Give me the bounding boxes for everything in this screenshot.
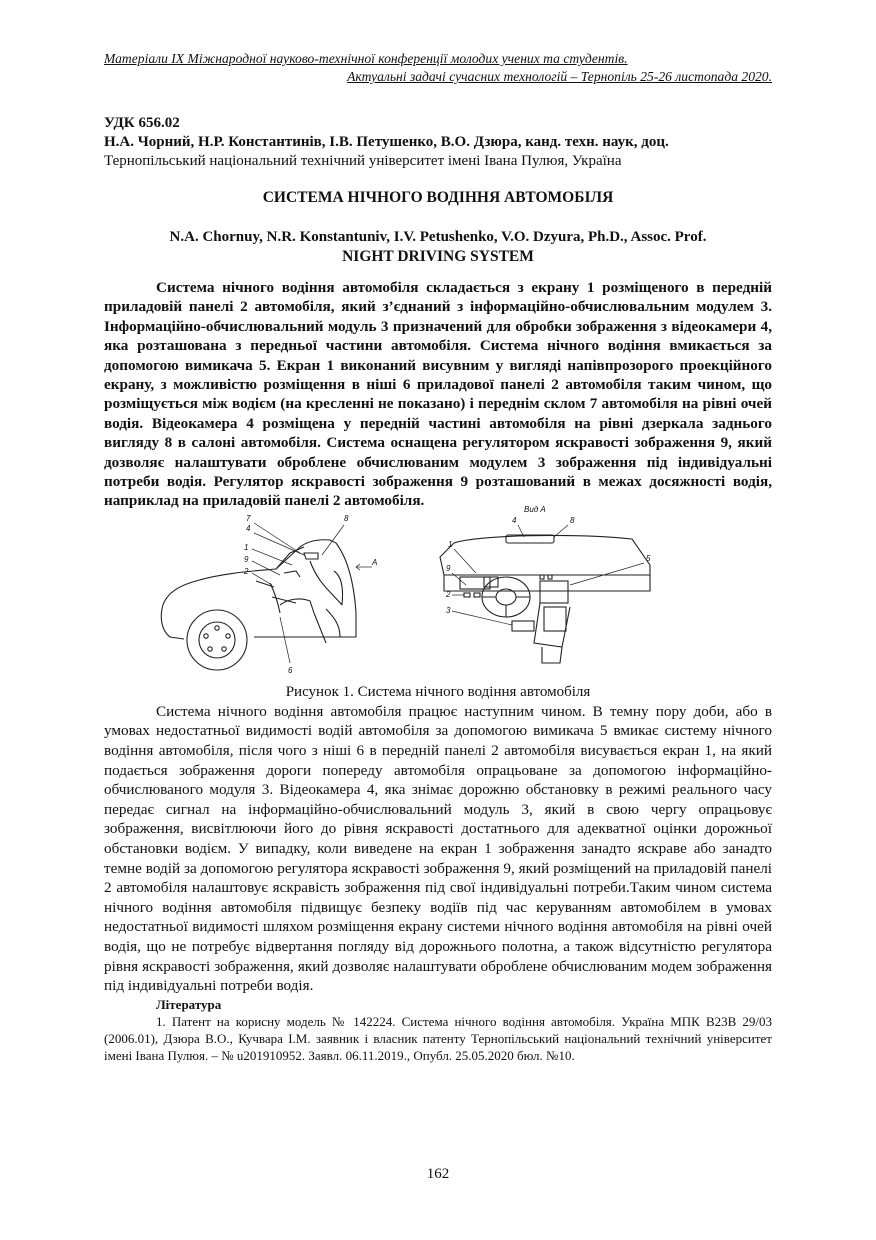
page-number: 162 <box>426 1166 450 1182</box>
figure-drawing <box>104 504 772 681</box>
title-ua: СИСТЕМА НІЧНОГО ВОДІННЯ АВТОМОБІЛЯ <box>262 189 614 206</box>
title-en: NIGHT DRIVING SYSTEM <box>342 248 534 265</box>
label-1: 1 <box>244 542 249 552</box>
dash-label-3: 3 <box>446 605 451 615</box>
authors-ua: Н.А. Чорний, Н.Р. Константинів, І.В. Петушенко, В.О. Дзюра, канд. техн. наук, доц. <box>104 134 669 150</box>
udk-code: УДК 656.02 <box>104 115 180 131</box>
abstract: Система нічного водіння автомобіля складається з екрану 1 розміщеного в передній приладовій панелі 2 автомобіля, який з’єднаний з інформаційно-обчислювальним модулем 3. Інформаційно-обчислювальний модуль 3 призначений для обробки зображення з відеокамери 4, яка розташована з передньої частини автомобіля. Система нічного водіння вмикається за допомогою вимикача 5. Екран 1 виконаний висувним у вигляді напівпрозорого проекційного екрану, з можливістю розміщення в ніші 6 приладової панелі 2 автомобіля таким чином, що розміщується між водієм (на кресленні не показано) і переднім склом 7 автомобіля на рівні очей водія. Відеокамера 4 розміщена у передній частині автомобіля на рівні дзеркала заднього вигляду 8 в салоні автомобіля. Система оснащена регулятором яскравості зображення 9, який дозволяє налаштувати оброблене обчислюваним модулем 3 зображення під індивідуальні потреби водія. Регулятор яскравості зображення 9 розташований в межах досяжності водія, наприклад на приладовій панелі 2 автомобіля. <box>104 279 772 510</box>
affiliation: Тернопільський національний технічний університет імені Івана Пулюя, Україна <box>104 153 622 169</box>
body-paragraph: Система нічного водіння автомобіля працює наступним чином. В темну пору доби, або в умовах недостатньої видимості водій автомобіля за допомогою вимикача 5 вмикає систему нічного водіння автомобіля, після чого з ніші 6 в передній панелі 2 автомобіля висувається екран 1, на який подається зображення дороги попереду автомобіля опрацьоване за допомогою інформаційно-обчислюваного модуля 3. Відеокамера 4, яка знімає дорожню обстановку в режимі реального часу передає сигнал на інформаційно-обчислювальний модуль 3, який в свою чергу опрацьовує зображення, висвітлюючи його до рівня яскравості достатнього для адекватної оцінки дорожньої обстановки водієм. У випадку, коли виведене на екран 1 зображення занадто яскраве або занадто темне водій за допомогою регулятора яскравості зображення 9, який розміщений на приладовій панелі 2 автомобіля налаштовує яскравість зображення під свої індивідуальні потреби.Таким чином система нічного водіння автомобіля підвищує безпеку водіїв під час керуванням автомобілем в умовах недостатньої видимості шляхом розміщення екрану системи нічного водіння автомобіля на рівні очей водія, що не потребує відвертання погляду від дорожнього полотна, а також відсутністю регулятора рівня яскравості зображення, який дозволяє налаштувати оброблене обчислюваним модем зображення під індивідуальні потреби водія. <box>104 702 772 995</box>
paper-page <box>104 50 772 1064</box>
dash-label-1: 1 <box>448 539 453 549</box>
dash-label-9: 9 <box>446 563 451 573</box>
label-4: 4 <box>246 523 251 533</box>
label-view-a: A <box>372 557 378 567</box>
label-8: 8 <box>344 513 349 523</box>
literature-heading: Література <box>156 996 222 1012</box>
label-2: 2 <box>244 566 249 576</box>
conference-header-line2: Актуальні задачі сучасних технологій – Тернопіль 25-26 листопада 2020. <box>347 69 772 84</box>
dashboard-labels <box>445 505 651 615</box>
authors-en: N.A. Chornuy, N.R. Konstantuniv, I.V. Petushenko, V.O. Dzyura, Ph.D., Assoc. Prof. <box>169 229 707 245</box>
label-9: 9 <box>244 554 249 564</box>
figure-1 <box>104 504 772 681</box>
dashboard-view <box>440 535 650 663</box>
conference-header-line1: Матеріали IX Міжнародної науково-технічної конференції молодих учених та студентів. <box>104 51 628 66</box>
label-7: 7 <box>246 513 251 523</box>
figure-caption: Рисунок 1. Система нічного водіння автомобіля <box>285 683 591 700</box>
car-side-labels <box>243 514 377 675</box>
dash-label-5: 5 <box>646 553 651 563</box>
dash-label-2: 2 <box>446 589 451 599</box>
dash-label-8: 8 <box>570 515 575 525</box>
reference-1: 1. Патент на корисну модель № 142224. Система нічного водіння автомобіля. Україна МПК B23B 29/03 (2006.01), Дзюра В.О., Кучвара І.М. заявник і власник патенту Тернопільський національний технічний університет імені Івана Пулюя. – № u201910952. Заявл. 06.11.2019., Опубл. 25.05.2020 бюл. №10. <box>104 1013 772 1063</box>
label-6: 6 <box>288 665 293 675</box>
dash-label-4: 4 <box>512 515 517 525</box>
label-view-title: Вид А <box>524 504 546 514</box>
car-side-view <box>161 540 356 670</box>
